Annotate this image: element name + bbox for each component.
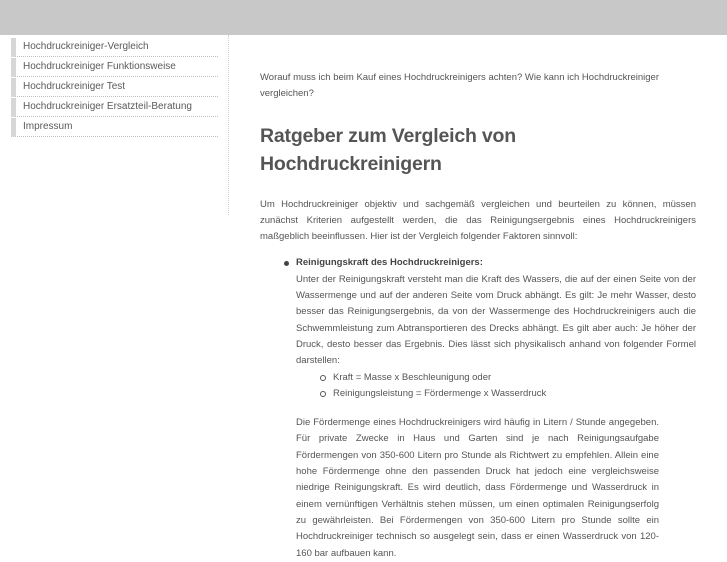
- page-title: Ratgeber zum Vergleich von Hochdruckreinigern: [260, 124, 516, 175]
- nav-item-impressum[interactable]: Impressum: [11, 118, 218, 137]
- nav-item-ersatzteil-beratung[interactable]: Hochdruckreiniger Ersatzteil-Beratung: [11, 98, 218, 117]
- criteria-list: [260, 255, 696, 561]
- formula-item: Reinigungsleistung = Fördermenge x Wasserdruck: [333, 386, 696, 402]
- criterion-paragraph: Die Fördermenge eines Hochdruckreinigers wird häufig in Litern / Stunde angegeben. Für private Zwecke in Haus und Garten sind je nach Reinigungsaufgabe Fördermengen von 350-600 Litern pro Stunde als Richtwert zu empfehlen. Allein eine hohe Fördermenge ohne den passenden Druck hat jedoch eine vergleichsweise niedrige Reinigungskraft. Es wird deutlich, dass Fördermenge und Wasserdruck in einem vernünftigen Verhältnis stehen müssen, um einen optimalen Reinigungserfolg zu gewährleisten. Bei Fördermengen von 350-600 Litern pro Stunde sollte ein Hochdruckreiniger technisch so ausgelegt sein, dass er einen Wasserdruck von 120-160 bar aufbauen kann.: [296, 417, 659, 559]
- nav-item-test[interactable]: Hochdruckreiniger Test: [11, 78, 218, 97]
- intro-text: Worauf muss ich beim Kauf eines Hochdruckreinigers achten? Wie kann ich Hochdruckreiniger vergleichen?: [260, 72, 660, 100]
- formula-list: [296, 370, 696, 403]
- sidebar-nav: [11, 38, 218, 138]
- main-content: [260, 70, 696, 562]
- nav-item-vergleich[interactable]: Hochdruckreiniger-Vergleich: [11, 38, 218, 57]
- nav-item-funktionsweise[interactable]: Hochdruckreiniger Funktionsweise: [11, 58, 218, 77]
- formula-item: Kraft = Masse x Beschleunigung oder: [333, 370, 696, 386]
- list-item: [296, 255, 696, 561]
- criterion-title: Reinigungskraft des Hochdruckreinigers:: [296, 257, 483, 269]
- top-header-bar: [0, 0, 727, 35]
- criterion-body: Unter der Reinigungskraft versteht man die Kraft des Wassers, die auf der einen Seite von der Wassermenge und auf der anderen Seite vom Druck abhängt. Es gilt: Je mehr Wasser, desto besser das Reinigungsergebnis, da von der Wassermenge des Hochdruckreinigers auch die Schwemmleistung zum Abtransportieren des Drecks abhängt. Es gilt aber auch: Je höher der Druck, desto besser das Ergebnis. Dies lässt sich physikalisch anhand von folgender Formel darstellen:: [296, 273, 696, 367]
- lead-paragraph: Um Hochdruckreiniger objektiv und sachgemäß vergleichen und beurteilen zu können, müssen zunächst Kriterien aufgestellt werden, die das Reinigungsergebnis eines Hochdruckreinigers maßgeblich beeinflussen. Hier ist der Vergleich folgender Faktoren sinnvoll:: [260, 198, 696, 243]
